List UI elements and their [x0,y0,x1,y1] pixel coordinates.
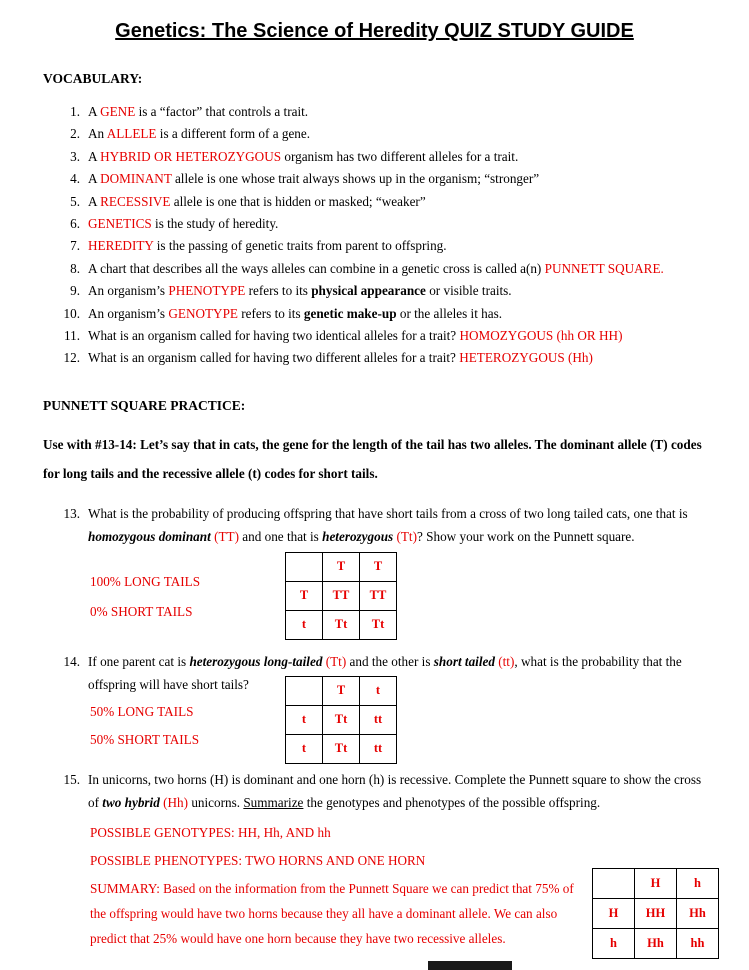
text-segment: An [88,126,107,142]
text-segment: ? Show your work on the Punnett square. [417,528,635,544]
text-segment: refers to its [245,283,312,299]
punnett-cell: hh [677,928,719,958]
punnett-cell: TT [360,581,397,610]
item-number: 2. [70,126,80,142]
text-segment: PUNNETT SQUARE. [544,260,664,276]
vocab-item [0,146,749,168]
text-segment: , what is the probability that the offspring will have short tails? [88,653,682,692]
punnett-cell: Tt [323,610,360,639]
punnett-square-q13 [285,552,397,640]
punnett-cell: Tt [360,610,397,639]
question-number: 15. [63,771,80,787]
page-title: Genetics: The Science of Heredity QUIZ STUDY GUIDE [115,20,634,42]
text-segment: A [88,193,101,209]
q14-answer-short-tails: 50% SHORT TAILS [90,731,200,747]
vocab-item [0,191,749,213]
punnett-cell: Tt [323,705,360,734]
item-text [88,280,749,302]
punnett-row-header: H [593,898,635,928]
text-segment: two hybrid [102,794,160,810]
question-15-text-row [0,768,749,814]
item-number: 11. [64,328,80,344]
q15-possible-phenotypes: POSSIBLE PHENOTYPES: TWO HORNS AND ONE HORN [90,852,426,868]
punnett-cell: Hh [677,898,719,928]
question-13-text-row [0,502,749,548]
question-14 [0,650,749,762]
question-text [88,502,749,548]
text-segment: GENE [100,104,136,119]
vocab-item [0,123,749,145]
item-number: 8. [70,260,80,276]
text-segment: An organism’s [88,305,169,321]
punnett-col-header: T [323,552,360,581]
punnett-cell: Hh [635,928,677,958]
text-segment: A [88,104,101,119]
punnett-col-header: H [635,868,677,898]
text-segment: or visible traits. [425,283,512,299]
text-segment: A [88,171,101,187]
question-13 [0,502,749,646]
q15-summary: SUMMARY: Based on the information from the Punnett Square we can predict that 75% of the offspring would have two horns because they all have a dominant allele. We can also predict that 25% would have one horn because they have two recessive alleles. [90,880,574,946]
text-segment: RECESSIVE [100,193,171,209]
text-segment: What is an organism called for having two identical alleles for a trait? [88,328,460,344]
text-segment: DOMINANT [100,171,172,187]
text-segment: HEREDITY [88,238,154,254]
text-segment: PHENOTYPE [168,283,246,299]
item-text [88,235,749,257]
item-number: 9. [70,283,80,299]
punnett-col-header: h [677,868,719,898]
item-text [88,191,749,213]
vocab-item [0,168,749,190]
text-segment: genetic make-up [303,305,397,321]
item-number: 6. [70,216,80,232]
text-segment: An organism’s [88,283,169,299]
item-text [88,258,749,280]
punnett-row-header: t [286,610,323,639]
item-number: 10. [63,305,80,321]
text-segment: In unicorns, two horns (H) is dominant and one horn (h) is recessive. Complete the Punnett square to show the cross of [88,771,702,810]
question-15 [0,768,749,951]
vocabulary-list [0,101,749,370]
punnett-square-q14 [285,676,397,764]
text-segment: GENOTYPE [168,305,238,321]
vocab-item [0,303,749,325]
q13-answer-long-tails: 100% LONG TAILS [90,573,201,589]
vocab-item [0,213,749,235]
punnett-col-header: T [360,552,397,581]
punnett-row-header: t [286,705,323,734]
vocab-item [0,235,749,257]
vocab-item [0,280,749,302]
text-segment: or the alleles it has. [396,305,503,321]
punnett-corner-cell [286,676,323,705]
punnett-col-header: t [360,676,397,705]
text-segment: (Tt) [396,528,417,544]
item-number: 4. [70,171,80,187]
text-segment: (Tt) [325,653,347,669]
text-segment: ALLELE [106,126,157,142]
text-segment: refers to its [237,305,304,321]
text-segment: HYBRID OR HETEROZYGOUS [100,148,282,164]
item-number: 5. [70,193,80,209]
item-text [88,213,749,235]
vocab-item [0,347,749,369]
text-segment: is a different form of a gene. [156,126,311,142]
punnett-cell: Tt [323,734,360,763]
item-text [88,123,749,145]
item-text [88,146,749,168]
text-segment: unicorns. [188,794,244,810]
question-text [88,650,749,696]
punnett-cell: tt [360,734,397,763]
punnett-square-q15 [592,868,719,959]
item-number: 12. [63,350,80,366]
practice-intro: Use with #13-14: Let’s say that in cats, the gene for the length of the tail has two alleles. The dominant allele (T) codes for long tails and the recessive allele (t) codes for short tails. [43,436,702,481]
item-text [88,325,749,347]
text-segment: is a “factor” that controls a trait. [135,104,309,119]
text-segment: allele is one that is hidden or masked; “weaker” [170,193,426,209]
punnett-row-header: t [286,734,323,763]
vocab-item [0,325,749,347]
item-text [88,168,749,190]
text-segment: Summarize [243,794,304,810]
bottom-ui-bar [428,961,512,970]
q15-possible-genotypes: POSSIBLE GENOTYPES: HH, Hh, AND hh [90,824,331,840]
question-text [88,768,749,814]
text-segment: What is the probability of producing offspring that have short tails from a cross of two long tailed cats, one that is [88,505,688,521]
vocabulary-heading: VOCABULARY: [43,71,143,86]
text-segment: A chart that describes all the ways alleles can combine in a genetic cross is called a(n) [88,260,545,276]
text-segment: If one parent cat is [88,653,190,669]
text-segment: HOMOZYGOUS (hh OR HH) [459,328,623,344]
practice-heading: PUNNETT SQUARE PRACTICE: [43,397,246,413]
q13-answer-short-tails: 0% SHORT TAILS [90,603,193,619]
punnett-row-header: h [593,928,635,958]
text-segment: and one that is [238,528,323,544]
text-segment: heterozygous long-tailed [189,653,323,669]
punnett-cell: tt [360,705,397,734]
punnett-row-header: T [286,581,323,610]
punnett-corner-cell [593,868,635,898]
text-segment: HETEROZYGOUS (Hh) [459,350,593,366]
text-segment: is the passing of genetic traits from parent to offspring. [153,238,447,254]
text-segment: GENETICS [88,216,152,232]
item-number: 7. [70,238,80,254]
text-segment: (TT) [214,528,239,544]
text-segment: the genotypes and phenotypes of the possible offspring. [303,794,601,810]
question-number: 14. [63,653,80,669]
punnett-col-header: T [323,676,360,705]
item-number: 3. [70,148,80,164]
text-segment: short tailed [433,653,495,669]
question-number: 13. [63,505,80,521]
item-text [88,347,749,369]
vocab-item [0,101,749,123]
text-segment: heterozygous [322,528,394,544]
text-segment: (Hh) [163,794,189,810]
text-segment: What is an organism called for having two different alleles for a trait? [88,350,460,366]
item-number: 1. [70,104,80,119]
vocab-item [0,258,749,280]
text-segment: (tt) [498,653,515,669]
text-segment: allele is one whose trait always shows up in the organism; “stronger” [171,171,540,187]
punnett-corner-cell [286,552,323,581]
text-segment: A [88,148,101,164]
q14-answer-long-tails: 50% LONG TAILS [90,703,194,719]
punnett-cell: TT [323,581,360,610]
text-segment: and the other is [346,653,434,669]
item-text [88,101,749,123]
text-segment: organism has two different alleles for a trait. [281,148,519,164]
text-segment: is the study of heredity. [151,216,279,232]
text-segment: homozygous dominant [88,528,211,544]
text-segment: physical appearance [311,283,426,299]
item-text [88,303,749,325]
punnett-cell: HH [635,898,677,928]
